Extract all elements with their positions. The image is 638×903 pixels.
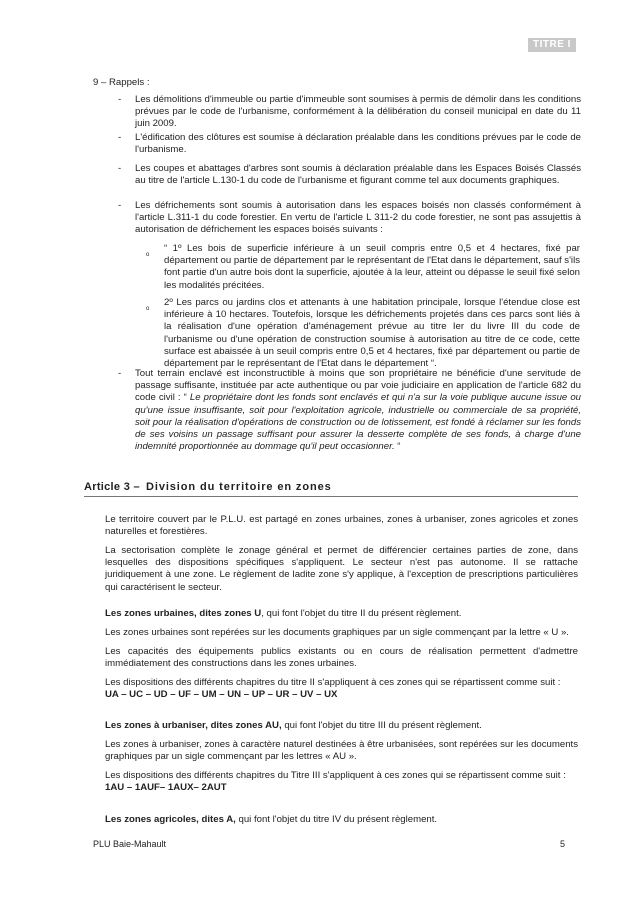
article-underline	[84, 496, 578, 497]
list-item-text: L'édification des clôtures est soumise à déclaration préalable dans les conditions prévues par le code de l'urbanisme.	[135, 132, 581, 156]
paragraph: La sectorisation complète le zonage général et permet de différencier certaines parties de zone, dans lesquelles des dispositions spécifiques s'appliquent. Le secteur n'est pas autonome. Il se rattache juridiquement à une zone. Le règlement de ladite zone s'y applique, à l'exception de prescriptions particulières qui caractérisent le secteur.	[105, 545, 578, 593]
zone-u-label: Les zones urbaines, dites zones U	[105, 608, 262, 619]
bullet-dash: -	[118, 163, 122, 174]
list-item-text: Les défrichements sont soumis à autorisation dans les espaces boisés non classés conformément à l'article L.311-1 du code forestier. En vertu de l'article L 311-2 du code forestier, ne sont pas assujettis à autorisation de défrichement les espaces boisés suivants :	[135, 200, 581, 236]
sub-list-item-text: “ 1º Les bois de superficie inférieure à un seuil compris entre 0,5 et 4 hectares, fixé par département ou partie de département par le représentant de l'Etat dans le département, sauf s'ils font partie d'un autre bois dont la superficie, ajoutée à la leur, atteint ou dépasse le seuil fixé selon les modalités précitées.	[164, 243, 580, 291]
bullet-dash: -	[118, 200, 122, 211]
article-title: Division du territoire en zones	[146, 481, 332, 493]
zone-a-label: Les zones agricoles, dites A,	[105, 814, 236, 825]
zone-au-rest: qui font l'objet du titre III du présent règlement.	[281, 720, 482, 731]
zone-au-heading	[105, 720, 578, 732]
paragraph: Les zones urbaines sont repérées sur les documents graphiques par un sigle commençant par la lettre « U ».	[105, 627, 569, 638]
bullet-dash: -	[118, 368, 122, 379]
zone-u-rest: , qui font l'objet du titre II du présent règlement.	[261, 608, 462, 619]
paragraph: Les dispositions des différents chapitres du titre II s'appliquent à ces zones qui se répartissent comme suit :	[105, 677, 561, 688]
paragraph: Le territoire couvert par le P.L.U. est partagé en zones urbaines, zones à urbaniser, zones agricoles et zones naturelles et forestières.	[105, 514, 578, 538]
enclave-text: Tout terrain enclavé est inconstructible à moins que son propriétaire ne bénéficie d'une servitude de passage suffisante, instituée par acte authentique ou par voie judiciaire en application de l'article 682 du code civil : “	[135, 368, 581, 404]
page-number: 5	[560, 839, 566, 849]
bullet-dash: -	[118, 132, 122, 143]
list-item-text: Les coupes et abattages d'arbres sont soumis à déclaration préalable dans les Espaces Boisés Classés au titre de l'article L.130-1 du code de l'urbanisme et figurant comme tel aux documents graphiques.	[135, 163, 581, 187]
sub-bullet-mark: o	[146, 252, 150, 258]
zone-au-label: Les zones à urbaniser, dites zones AU,	[105, 720, 282, 731]
zone-a-heading	[105, 814, 578, 826]
sub-list-item-text: 2º Les parcs ou jardins clos et attenants à une habitation principale, lorsque l'étendue close est inférieure à 10 hectares. Toutefois, lorsque les défrichements projetés dans ces parcs sont liés à la réalisation d'une opération d'aménagement prévue au titre Ier du livre III du code de l'urbanisme ou d'une opération de construction soumise à autorisation au titre de ce code, cette surface est abaissée à un seuil compris entre 0,5 et 4 hectares, fixé par département ou partie de département par le représentant de l'Etat dans le département “.	[164, 297, 580, 370]
article-number: Article 3 –	[84, 481, 140, 493]
zone-a-rest: qui font l'objet du titre IV du présent règlement.	[235, 814, 438, 825]
footer-doc-name: PLU Baie-Mahault	[93, 839, 167, 849]
rappels-heading: 9 – Rappels :	[93, 77, 150, 88]
list-item-text	[135, 368, 581, 453]
paragraph: Les dispositions des différents chapitres du Titre III s'appliquent à ces zones qui se répartissent comme suit :	[105, 770, 566, 781]
quote-close: “	[394, 441, 401, 453]
bullet-dash: -	[118, 94, 122, 105]
paragraph: Les capacités des équipements publics existants ou en cours de réalisation permettent d'admettre immédiatement des constructions dans les zones urbaines.	[105, 646, 578, 670]
article-heading	[84, 481, 332, 493]
paragraph: Les zones à urbaniser, zones à caractère naturel destinées à être urbanisées, sont repérées sur les documents graphiques par un sigle commençant par les lettres « AU ».	[105, 739, 578, 763]
zone-u-list: UA – UC – UD – UF – UM – UN – UP – UR – UV – UX	[105, 689, 338, 700]
code-civil-quote: Le propriétaire dont les fonds sont enclavés et qui n'a sur la voie publique aucune issue ou qu'une issue insuffisante, soit pour l'exploitation agricole, industrielle ou commerciale de sa propriété, soit pour la réalisation d'opérations de construction ou de lotissement, est fondé à réclamer sur les fonds de ses voisins un passage suffisant pour assurer la desserte complète de ses fonds, à charge d'une indemnité proportionnée au dommage qu'il peut occasionner.	[135, 392, 581, 453]
zone-u-heading	[105, 608, 578, 620]
title-badge: TITRE I	[528, 38, 576, 52]
zone-au-list: 1AU – 1AUF– 1AUX– 2AUT	[105, 782, 227, 793]
list-item-text: Les démolitions d'immeuble ou partie d'immeuble sont soumises à permis de démolir dans les conditions prévues par le code de l'urbanisme, conformément à la délibération du conseil municipal en date du 11 juin 2009.	[135, 94, 581, 130]
sub-bullet-mark: o	[146, 306, 150, 312]
